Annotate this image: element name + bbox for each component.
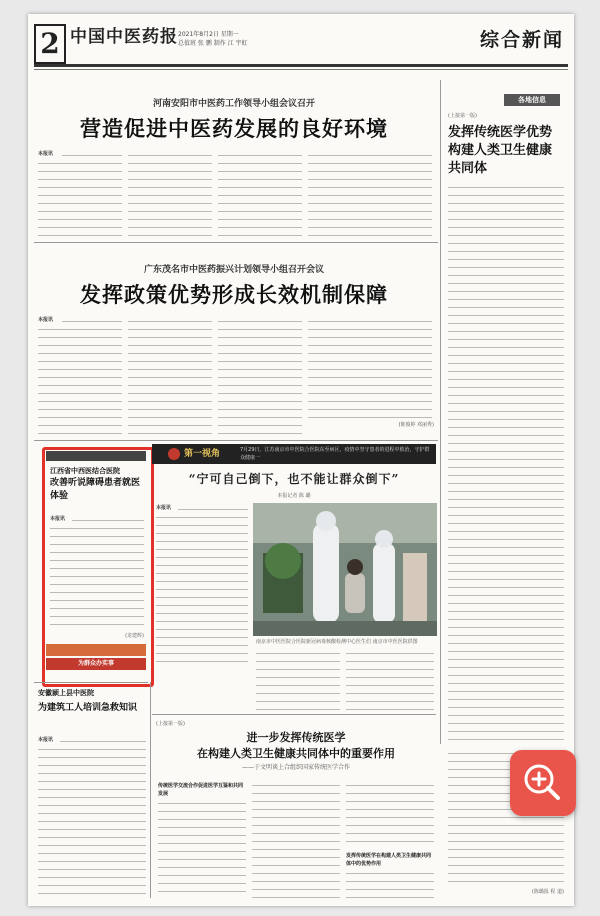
newspaper-page [28, 14, 574, 906]
photo-credit: 南京市中医医院供图 [372, 639, 418, 645]
divider [34, 682, 148, 683]
article1-text-col3 [218, 152, 302, 236]
bottom-left-text-start [60, 738, 146, 746]
divider [34, 440, 438, 441]
article2-kicker: 广东茂名市中医药振兴计划领导小组召开会议 [143, 265, 324, 275]
article1-kicker: 河南安阳市中医药工作领导小组会议召开 [152, 99, 315, 109]
article2-byline: (陈俊婷 邓丽秀) [398, 422, 434, 428]
photo-caption-text: 南京市中医医院合医院新冠病毒核酸检测中心医生们 [256, 639, 372, 645]
divider [152, 714, 436, 715]
article1-text-col1 [38, 160, 122, 236]
article2-text-col1 [38, 326, 122, 436]
feature-deck: 7月29日，江苏南京市中医院合医院东至病区，疫情中坚守患者的进程中救治，守护群众健康一 [240, 447, 430, 461]
feature-quote: “宁可自己倒下，也不能让群众倒下” [188, 472, 400, 486]
bottom-left-title: 安徽颍上县中医院 [38, 689, 94, 697]
boxed-story-lead: 本报讯 [50, 516, 66, 522]
bottom-main-headline-2: 在构建人类卫生健康共同体中的重要作用 [197, 747, 395, 760]
article2-headline: 发挥政策优势形成长效机制保障 [80, 283, 388, 307]
article2-text-col1-start [62, 318, 122, 326]
page-number: 2 [34, 24, 66, 64]
bottom-main-subhead: ——于文明谈上合组织国家传统医学合作 [241, 764, 350, 771]
feature-text-col1-start [178, 506, 248, 514]
bottom-main-text-col2 [252, 782, 340, 898]
boxed-story-byline: (龙建辉) [125, 633, 144, 639]
sidebar-headline: 发挥传统医学优势构建人类卫生健康共同体 [448, 125, 553, 176]
sidebar-source: (上接第一版) [448, 113, 477, 119]
paper-name: 中国中医药报 [70, 27, 178, 47]
masthead-rule-thin [34, 69, 568, 70]
camera-icon [168, 448, 180, 460]
article1-headline: 营造促进中医药发展的良好环境 [80, 117, 388, 141]
article2-text-col3 [218, 318, 302, 436]
photo-caption [256, 638, 436, 646]
feature-photo [253, 503, 437, 636]
feature-text-col1 [156, 514, 248, 664]
article2-text-col4 [308, 318, 432, 418]
feature-text-col3 [346, 650, 434, 712]
date-line: 2021年8月2日 星期一 [178, 31, 239, 38]
sidebar-label: 各地信息 [504, 94, 560, 106]
photo-illustration [253, 503, 437, 636]
feature-byline: 本报记者 陈 璐 [277, 493, 311, 499]
article1-text-col2 [128, 152, 212, 236]
bottom-left-lead: 本报讯 [38, 737, 54, 743]
sidebar-text [448, 184, 564, 744]
bottom-left-headline: 为建筑工人培训急救知识 [38, 703, 138, 713]
boxed-story-title: 江西省中西医结合医院 [50, 467, 120, 475]
bottom-main-text-col1 [158, 800, 246, 898]
feature-text-col2 [256, 650, 340, 712]
editor-line: 总值班 张 鹏 制作 江 宇虹 [178, 40, 248, 47]
divider [34, 242, 438, 243]
bottom-main-headline-1: 进一步发挥传统医学 [246, 731, 346, 744]
bottom-main-sub-a: 传统医学交流合作促进医学互鉴和共同发展 [158, 783, 244, 797]
highlight-box [42, 447, 154, 687]
article1-text-col1-start [62, 152, 122, 160]
article1-text-col4 [308, 152, 432, 236]
bottom-main-text-col3 [346, 782, 434, 848]
column-divider [150, 682, 151, 898]
boxed-story-footer-banner: 为群众办实事 [46, 658, 146, 670]
zoom-in-button[interactable] [510, 750, 576, 816]
feature-lead: 本报讯 [156, 505, 172, 511]
section-title: 综合新闻 [479, 29, 564, 51]
masthead-meta [178, 30, 288, 48]
article1-lead: 本报讯 [38, 151, 54, 157]
bottom-left-text [38, 746, 146, 898]
feature-tag: 第一视角 [184, 449, 221, 459]
masthead-rule [34, 64, 568, 67]
zoom-in-icon [510, 750, 576, 816]
bottom-main-sub-b: 发挥传统医学在构建人类卫生健康共同体中的优势作用 [346, 853, 432, 867]
bottom-main-text-col3b [346, 870, 434, 898]
article2-lead: 本报讯 [38, 317, 54, 323]
article2-text-col2 [128, 318, 212, 436]
boxed-story-headline: 改善听说障碍患者就医体验 [50, 478, 141, 501]
bottom-main-source: (上接第一版) [156, 721, 185, 727]
column-divider [440, 80, 441, 744]
bottom-main-byline: (陈璐报 程 道) [531, 889, 564, 895]
